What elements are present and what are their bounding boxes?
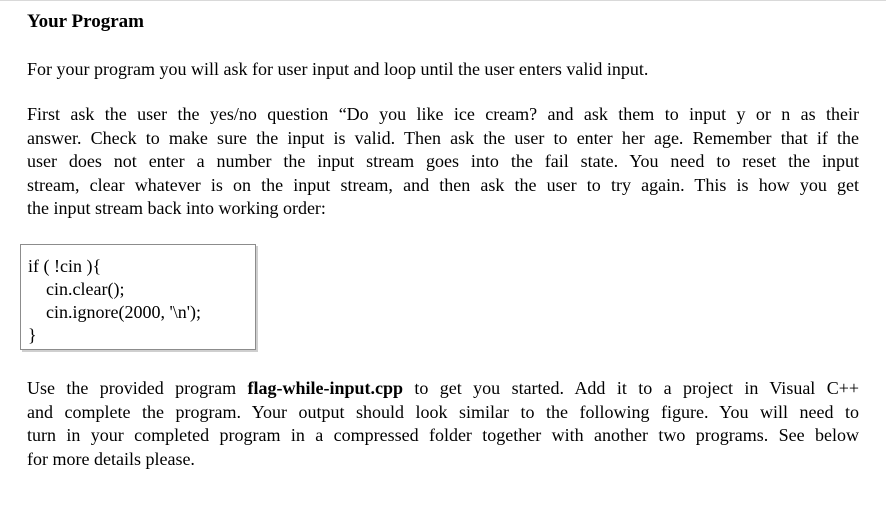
code-line: if ( !cin ){ <box>28 256 102 276</box>
usage-line: turn in your completed program in a compressed folder together with another two programs. See below <box>27 425 859 445</box>
instructions-line: the input stream back into working order: <box>27 198 326 218</box>
usage-text: Use the provided program <box>27 378 248 398</box>
instructions-line: user does not enter a number the input stream goes into the fail state. You need to reset the input <box>27 151 859 171</box>
intro-paragraph <box>27 58 859 82</box>
top-divider <box>0 0 886 1</box>
filename-text: flag-while-input.cpp <box>247 378 404 398</box>
code-line: cin.ignore(2000, '\n'); <box>46 302 201 322</box>
intro-text: For your program you will ask for user input and loop until the user enters valid input. <box>27 59 649 79</box>
section-heading: Your Program <box>27 11 144 32</box>
code-snippet-box <box>20 244 256 350</box>
instructions-line: answer. Check to make sure the input is valid. Then ask the user to enter her age. Remember that if the <box>27 127 859 148</box>
code-line: cin.clear(); <box>46 279 125 299</box>
instructions-paragraph <box>27 103 859 221</box>
usage-paragraph <box>27 377 859 471</box>
usage-text: to get you started. Add it to a project in Visual C++ <box>403 378 860 398</box>
usage-line: and complete the program. Your output should look similar to the following figure. You will need to <box>27 401 859 422</box>
code-line: } <box>28 325 37 345</box>
instructions-line: First ask the user the yes/no question “Do you like ice cream? and ask them to input y or n as their <box>27 104 859 124</box>
instructions-line: stream, clear whatever is on the input stream, and then ask the user to try again. This is how you get <box>27 174 859 195</box>
usage-line <box>27 377 859 401</box>
usage-line: for more details please. <box>27 448 195 469</box>
